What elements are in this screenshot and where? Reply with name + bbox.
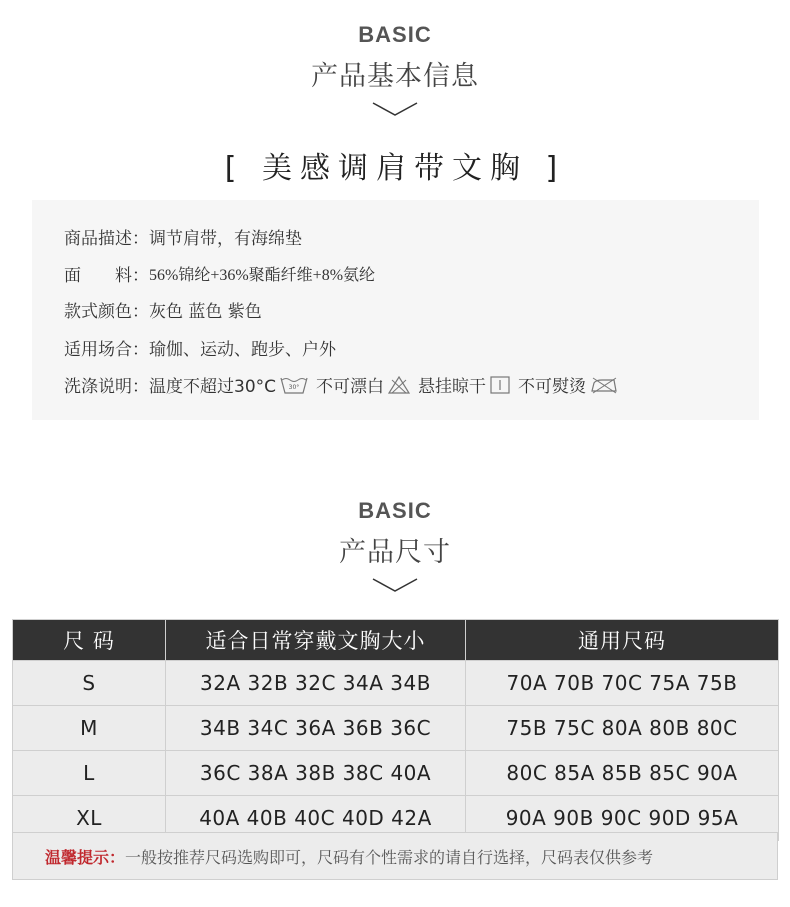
- info-value: 调节肩带，有海绵垫: [149, 229, 302, 249]
- section-eyebrow: BASIC: [358, 498, 432, 523]
- table-row: [13, 661, 779, 706]
- hang-dry-text: 悬挂晾干: [418, 377, 487, 397]
- general-size-cell: 90A 90B 90C 90D 95A: [466, 796, 779, 841]
- size-cell: XL: [13, 796, 166, 841]
- chevron-down-icon: [372, 578, 418, 592]
- size-table: [12, 619, 779, 841]
- hang-dry-icon: [490, 376, 510, 394]
- size-cell: L: [13, 751, 166, 796]
- product-info-panel: [32, 200, 759, 420]
- bra-size-cell: 32A 32B 32C 34A 34B: [166, 661, 466, 706]
- general-size-cell: 70A 70B 70C 75A 75B: [466, 661, 779, 706]
- no-iron-text: 不可熨烫: [518, 377, 587, 397]
- wash-tub-icon: [280, 375, 308, 395]
- info-label: 洗涤说明：: [64, 377, 149, 397]
- size-cell: S: [13, 661, 166, 706]
- bra-size-cell: 34B 34C 36A 36B 36C: [166, 706, 466, 751]
- chevron-down-icon: [372, 102, 418, 116]
- info-row-fabric: [64, 261, 375, 286]
- bra-size-cell: 36C 38A 38B 38C 40A: [166, 751, 466, 796]
- size-tip: [12, 832, 778, 880]
- info-value: 瑜伽、运动、跑步、户外: [149, 340, 336, 360]
- section-title: 产品基本信息: [311, 61, 479, 92]
- product-title: [ 美感调肩带文胸 ]: [224, 151, 566, 186]
- table-row: [13, 751, 779, 796]
- info-row-colors: [64, 297, 262, 322]
- section-title: 产品尺寸: [339, 537, 451, 568]
- wash-tub-icon-label: 30°: [288, 383, 300, 391]
- table-row: [13, 706, 779, 751]
- info-label: 款式颜色：: [64, 302, 149, 322]
- tip-label: 温馨提示：: [45, 847, 126, 867]
- info-label: 面 料：: [64, 266, 149, 286]
- info-row-description: [64, 224, 302, 249]
- no-bleach-text: 不可漂白: [316, 377, 385, 397]
- bra-size-cell: 40A 40B 40C 40D 42A: [166, 796, 466, 841]
- info-row-washing: [64, 372, 626, 397]
- no-bleach-icon: [388, 376, 410, 394]
- general-size-cell: 75B 75C 80A 80B 80C: [466, 706, 779, 751]
- info-label: 商品描述：: [64, 229, 149, 249]
- general-size-cell: 80C 85A 85B 85C 90A: [466, 751, 779, 796]
- info-label: 适用场合：: [64, 340, 149, 360]
- column-header-general-size: 通用尺码: [466, 620, 779, 661]
- tip-text: 一般按推荐尺码选购即可，尺码有个性需求的请自行选择，尺码表仅供参考: [125, 847, 654, 867]
- table-header-row: [13, 620, 779, 661]
- info-value: 56%锦纶+36%聚酯纤维+8%氨纶: [149, 267, 376, 284]
- column-header-bra-size: 适合日常穿戴文胸大小: [166, 620, 466, 661]
- size-cell: M: [13, 706, 166, 751]
- section-eyebrow: BASIC: [358, 22, 432, 47]
- info-row-occasions: [64, 335, 336, 360]
- no-iron-icon: [590, 376, 618, 394]
- info-value: 灰色 蓝色 紫色: [149, 302, 262, 322]
- column-header-size: 尺 码: [13, 620, 166, 661]
- wash-temp-text: 温度不超过30°C: [149, 377, 277, 397]
